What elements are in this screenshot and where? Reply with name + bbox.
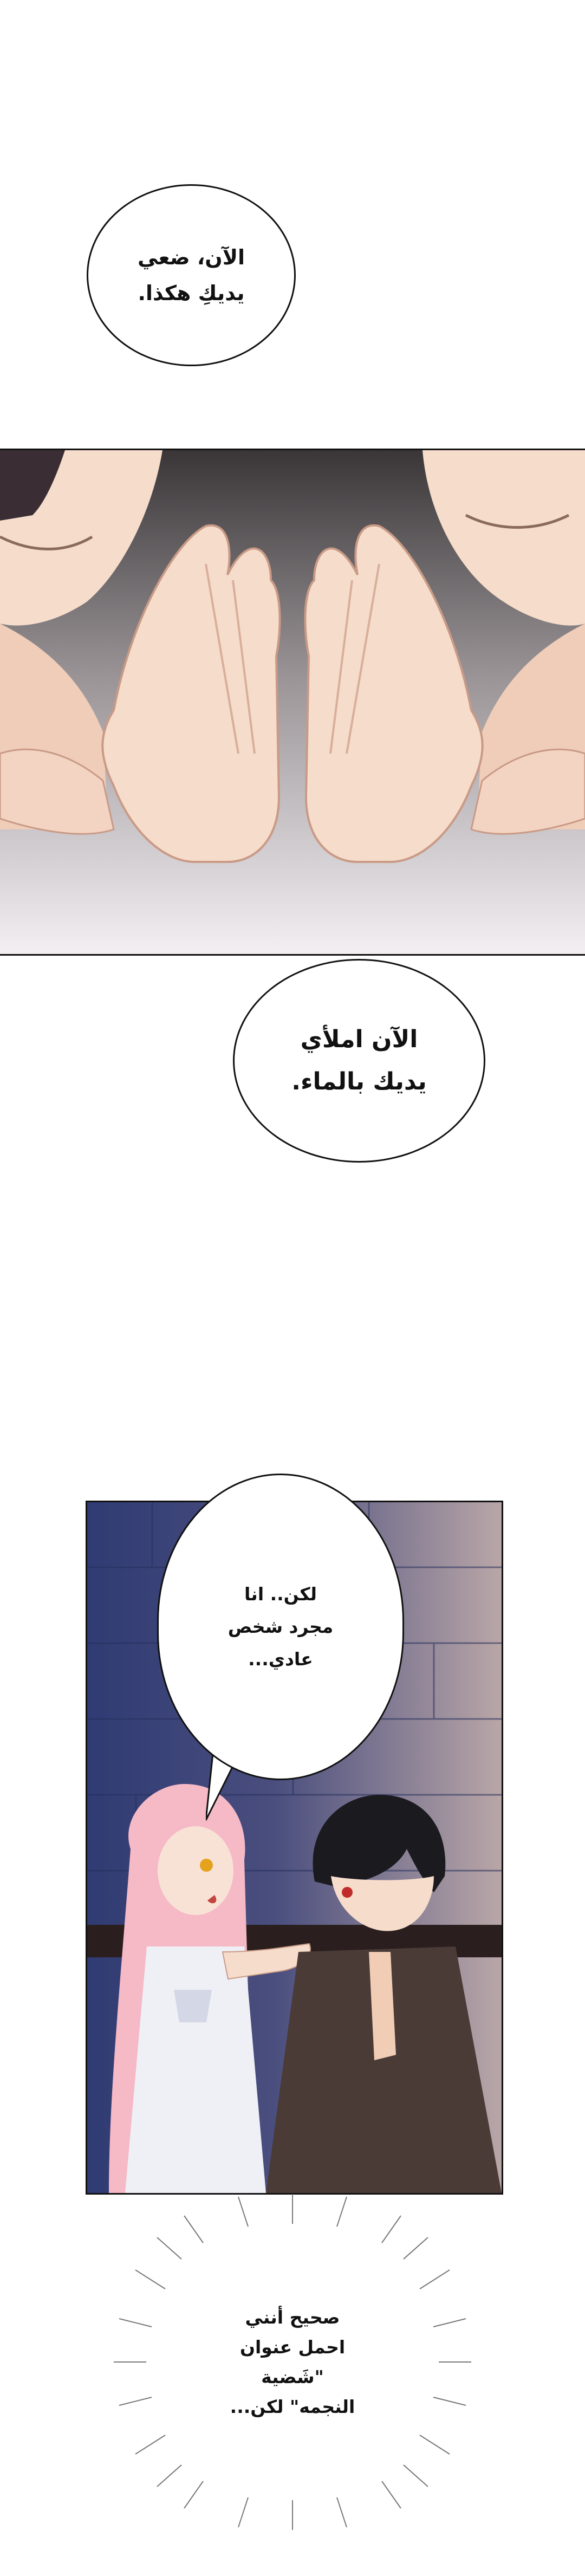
bubble-3-line-1: لكن.. انا: [244, 1584, 317, 1605]
bubble-1-line-2: يديكِ هكذا.: [138, 281, 245, 305]
bubble-1-line-1: الآن، ضعي: [137, 245, 245, 269]
bubble-4-line-4: النجمه" لكن...: [230, 2396, 355, 2417]
bubble-4-line-2: احمل عنوان: [239, 2337, 346, 2358]
hands-illustration: [0, 450, 585, 954]
bubble-4-line-1: صحيح أنني: [245, 2307, 340, 2328]
bubble-2-line-1: الآن املأي: [300, 1026, 418, 1053]
girl-dress: [125, 1946, 266, 2193]
bubble-3-line-3: عادي...: [248, 1649, 313, 1670]
bubble-4-line-3: "شَضية: [261, 2366, 324, 2387]
right-hand: [305, 525, 482, 862]
speech-bubble-3: [157, 1474, 404, 1780]
girl-face: [158, 1826, 233, 1915]
right-face: [422, 450, 585, 626]
speech-bubble-2: [233, 959, 485, 1163]
burst-bubble-4: [187, 2237, 398, 2487]
boy-face: [331, 1876, 434, 1931]
speech-bubble-1: [87, 184, 296, 366]
left-hand: [102, 525, 280, 862]
bubble-2-line-2: يديك بالماء.: [291, 1068, 427, 1095]
bubble-3-line-2: مجرد شخص: [227, 1616, 334, 1637]
panel-hands: [0, 449, 585, 956]
